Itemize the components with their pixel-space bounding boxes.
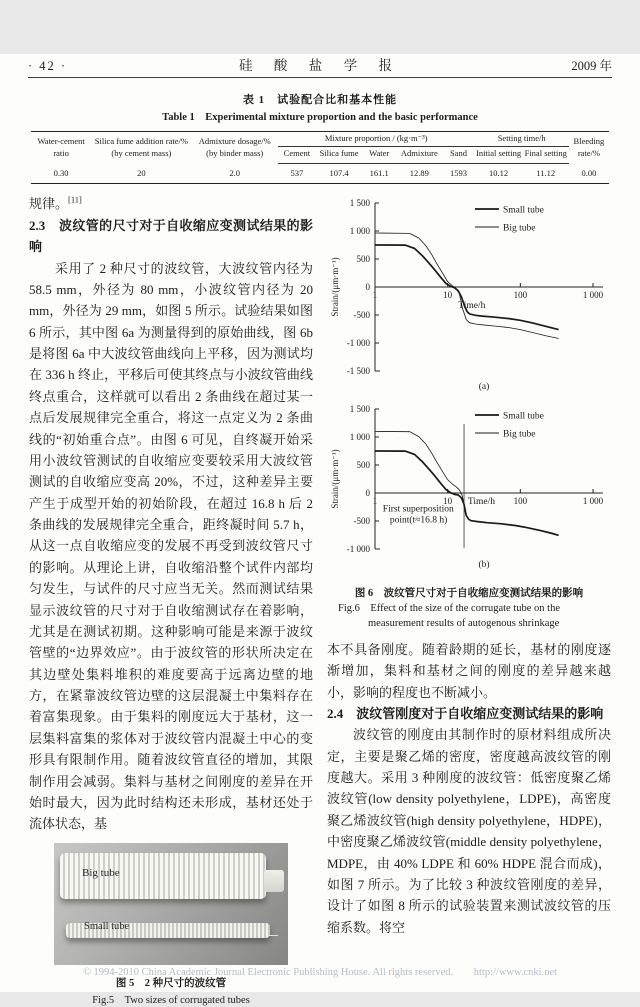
svg-text:Big tube: Big tube bbox=[503, 429, 536, 440]
figure5-photo bbox=[54, 843, 288, 965]
svg-text:500: 500 bbox=[356, 460, 370, 471]
svg-text:10: 10 bbox=[443, 496, 453, 507]
col-header-bleeding: Bleeding rate/% bbox=[573, 136, 605, 158]
big-corrugated-tube bbox=[60, 853, 266, 899]
table1-data-row bbox=[31, 163, 609, 183]
table1-title-en: Table 1 Experimental mixture proportion and the basic performance bbox=[162, 112, 478, 123]
svg-text:1: 1 bbox=[372, 496, 378, 507]
svg-text:100: 100 bbox=[513, 496, 528, 507]
section-heading-2-3: 2.3 波纹管的尺寸对于自收缩应变测试结果的影响 bbox=[29, 217, 313, 255]
figure6-caption-en: Fig.6 Effect of the size of the corrugate tube on the measurement results of autogenous shrinkage bbox=[338, 603, 560, 629]
svg-text:Small tube: Small tube bbox=[503, 411, 544, 422]
svg-text:1 000: 1 000 bbox=[582, 290, 604, 301]
section-heading-2-4: 2.4 波纹管刚度对于自收缩应变测试结果的影响 bbox=[327, 705, 604, 721]
svg-text:-1 000: -1 000 bbox=[346, 544, 370, 555]
svg-text:1: 1 bbox=[372, 290, 378, 301]
svg-text:-500: -500 bbox=[353, 516, 370, 527]
page-number: · 42 · bbox=[28, 59, 68, 73]
svg-text:500: 500 bbox=[356, 254, 370, 265]
subheader-water: Water bbox=[362, 147, 396, 163]
svg-text:Time/h: Time/h bbox=[458, 301, 486, 312]
svg-text:point(t≈16.8 h): point(t≈16.8 h) bbox=[389, 516, 448, 527]
figure5-caption bbox=[29, 975, 313, 1007]
value-water: 161.1 bbox=[369, 167, 389, 178]
value-initial-setting: 10.12 bbox=[489, 167, 509, 178]
value-water-cement-ratio: 0.30 bbox=[53, 167, 69, 178]
svg-text:Strain/(μm·m⁻¹): Strain/(μm·m⁻¹) bbox=[330, 257, 340, 318]
figure6-caption-zh: 图 6 波纹管尺寸对于自收缩应变测试结果的影响 bbox=[354, 588, 584, 600]
body-columns bbox=[0, 193, 640, 1006]
publication-year: 2009 年 bbox=[571, 59, 612, 73]
left-column bbox=[29, 193, 313, 1006]
subheader-initial-setting: Initial setting bbox=[475, 147, 523, 163]
svg-text:10: 10 bbox=[443, 290, 453, 301]
right-column bbox=[327, 193, 611, 1006]
subheader-admixture: Admixture bbox=[396, 147, 442, 163]
svg-text:-1 000: -1 000 bbox=[346, 338, 370, 349]
subheader-final-setting: Final setting bbox=[523, 147, 569, 163]
figure5-caption-en: Fig.5 Two sizes of corrugated tubes bbox=[92, 994, 250, 1006]
svg-text:1 000: 1 000 bbox=[582, 496, 604, 507]
paragraph-continuation: 本不具备刚度。随着龄期的延长，基材的刚度逐渐增加，集料和基材之间的刚度的差异越来越小，影响的程度也不断减小。 bbox=[327, 641, 611, 700]
small-tube-label: Small tube bbox=[84, 920, 130, 932]
value-admixture: 12.89 bbox=[409, 167, 429, 178]
reference-citation-11: [11] bbox=[68, 195, 82, 206]
page-footer bbox=[0, 967, 640, 978]
svg-text:First superposition: First superposition bbox=[382, 504, 454, 515]
paragraph-continued: 规律。[11] bbox=[29, 195, 82, 212]
table1-title-zh: 表 1 试验配合比和基本性能 bbox=[242, 94, 398, 106]
figure5-caption-zh: 图 5 2 种尺寸的波纹管 bbox=[115, 977, 227, 989]
table1-title bbox=[0, 91, 640, 124]
svg-text:Small tube: Small tube bbox=[503, 205, 544, 216]
svg-text:1 000: 1 000 bbox=[349, 432, 370, 443]
figure6-chart-b bbox=[327, 399, 611, 583]
value-admixture-dosage: 2.0 bbox=[229, 167, 240, 178]
running-head bbox=[28, 54, 612, 78]
value-bleeding-rate: 0.00 bbox=[581, 167, 597, 178]
col-header-silica-fume: Silica fume addition rate/% (by cement mass) bbox=[94, 136, 188, 158]
svg-text:(a): (a) bbox=[478, 382, 490, 393]
figure6-caption bbox=[327, 585, 611, 630]
svg-text:0: 0 bbox=[365, 282, 370, 293]
big-tube-label: Big tube bbox=[82, 866, 120, 879]
svg-text:0: 0 bbox=[365, 488, 370, 499]
value-final-setting: 11.12 bbox=[536, 167, 556, 178]
small-tube-end-cap bbox=[268, 935, 278, 936]
svg-text:100: 100 bbox=[513, 290, 528, 301]
group-header-setting-time: Setting time/h bbox=[475, 132, 569, 147]
section-2-3-paragraph: 采用了 2 种尺寸的波纹管，大波纹管内径为 58.5 mm，外径为 80 mm，小波纹管内径为 20 mm，外径为 29 mm，如图 5 所示。试验结果如图 6 所示，其中图 6a 为测量得到的原始曲线，图 6b 是将图 6a 中大波纹管曲线向上平移，因为测试均在 336 h 终止，平移后可使其终点与小波纹管曲线终点重合，这样就可以看出 2 条曲线在超过某一点后发展规律完全重合，将这一点定义为 2 条曲线的“初始重合点”。由图 6 可见，自终凝开始采用小波纹管测试的自收缩应变要较采用大波纹管测试的自收缩应变高 20%，不过，这种差异主要产生于成型开始的初始阶段，在超过 16.8 h 后 2 条曲线的发展规律完全重合，距终凝时间 5.7 h，从这一点自收缩应变的发展不再受到波纹管尺寸的影响。从理论上讲，自收缩沿整个试件内部均匀发生，与试件的尺寸应当无关。然而测试结果显示波纹管的尺寸对于自收缩测试存在着影响，尤其是在测试初期。这种影响可能是来源于波纹管壁的“边界效应”。由于波纹管的形状所决定在其边壁处集料堆积的难度要高于远离边壁的地方，在紧靠波纹管边壁的这层混凝土中集料存在着富集现象。由于集料的刚度远大于基材，这一层集料富集的浆体对于波纹管内混凝土中心的变形具有限制作用。随着波纹管直径的增加，其限制作用会减弱。集料与基材之间刚度的差异在开始时最大，因为此时结构还未形成，基材还处于流体状态，基 bbox=[29, 260, 313, 832]
value-cement: 537 bbox=[290, 167, 304, 178]
copyright-notice: © 1994-2010 China Academic Journal Electronic Publishing House. All rights reserved. bbox=[82, 967, 454, 978]
svg-text:-1 500: -1 500 bbox=[346, 366, 370, 377]
cnki-url: http://www.cnki.net bbox=[473, 967, 558, 978]
svg-text:(b): (b) bbox=[478, 560, 490, 571]
col-header-water-cement: Water-cement ratio bbox=[37, 136, 85, 158]
group-header-mixture-proportion: Mixture proportion / (kg·m⁻³) bbox=[278, 132, 475, 147]
col-header-admixture: Admixture dosage/% (by binder mass) bbox=[198, 136, 271, 158]
small-corrugated-tube bbox=[66, 920, 270, 938]
section-2-4-paragraph: 波纹管的刚度由其制作时的原材料组成所决定，主要是聚乙烯的密度，密度越高波纹管的刚度越大。采用 3 种刚度的波纹管：低密度聚乙烯波纹管(low density polyethylene，LDPE)，高密度聚乙烯波纹管(high density polyethylene，HDPE)，中密度聚乙烯波纹管(middle density polyethylene，MDPE，由 40% LDPE 和 60% HDPE 混合而成)，如图 7 所示。为了比较 3 种波纹管刚度的差异，设计了如图 8 所示的试验装置来测试波纹管的压缩系数。将空 bbox=[327, 727, 611, 935]
table1-mixture-proportion bbox=[31, 131, 609, 184]
svg-text:Time/h: Time/h bbox=[467, 497, 496, 508]
svg-text:1 500: 1 500 bbox=[349, 404, 370, 415]
svg-text:-500: -500 bbox=[353, 310, 370, 321]
value-silica-fume: 107.4 bbox=[329, 167, 349, 178]
subheader-cement: Cement bbox=[278, 147, 316, 163]
svg-text:1 500: 1 500 bbox=[349, 198, 370, 209]
journal-title: 硅 酸 盐 学 报 bbox=[239, 58, 401, 73]
svg-text:Big tube: Big tube bbox=[503, 223, 536, 234]
subheader-silica-fume: Silica fume bbox=[316, 147, 362, 163]
value-sand: 1593 bbox=[449, 167, 467, 178]
svg-text:1 000: 1 000 bbox=[349, 226, 370, 237]
figure6-chart-a bbox=[327, 193, 611, 399]
subheader-sand: Sand bbox=[442, 147, 474, 163]
paper-page bbox=[0, 54, 640, 1006]
value-silica-fume-rate: 20 bbox=[137, 167, 146, 178]
big-tube-end-cap bbox=[264, 870, 284, 892]
svg-text:Strain/(μm·m⁻¹): Strain/(μm·m⁻¹) bbox=[330, 449, 340, 510]
